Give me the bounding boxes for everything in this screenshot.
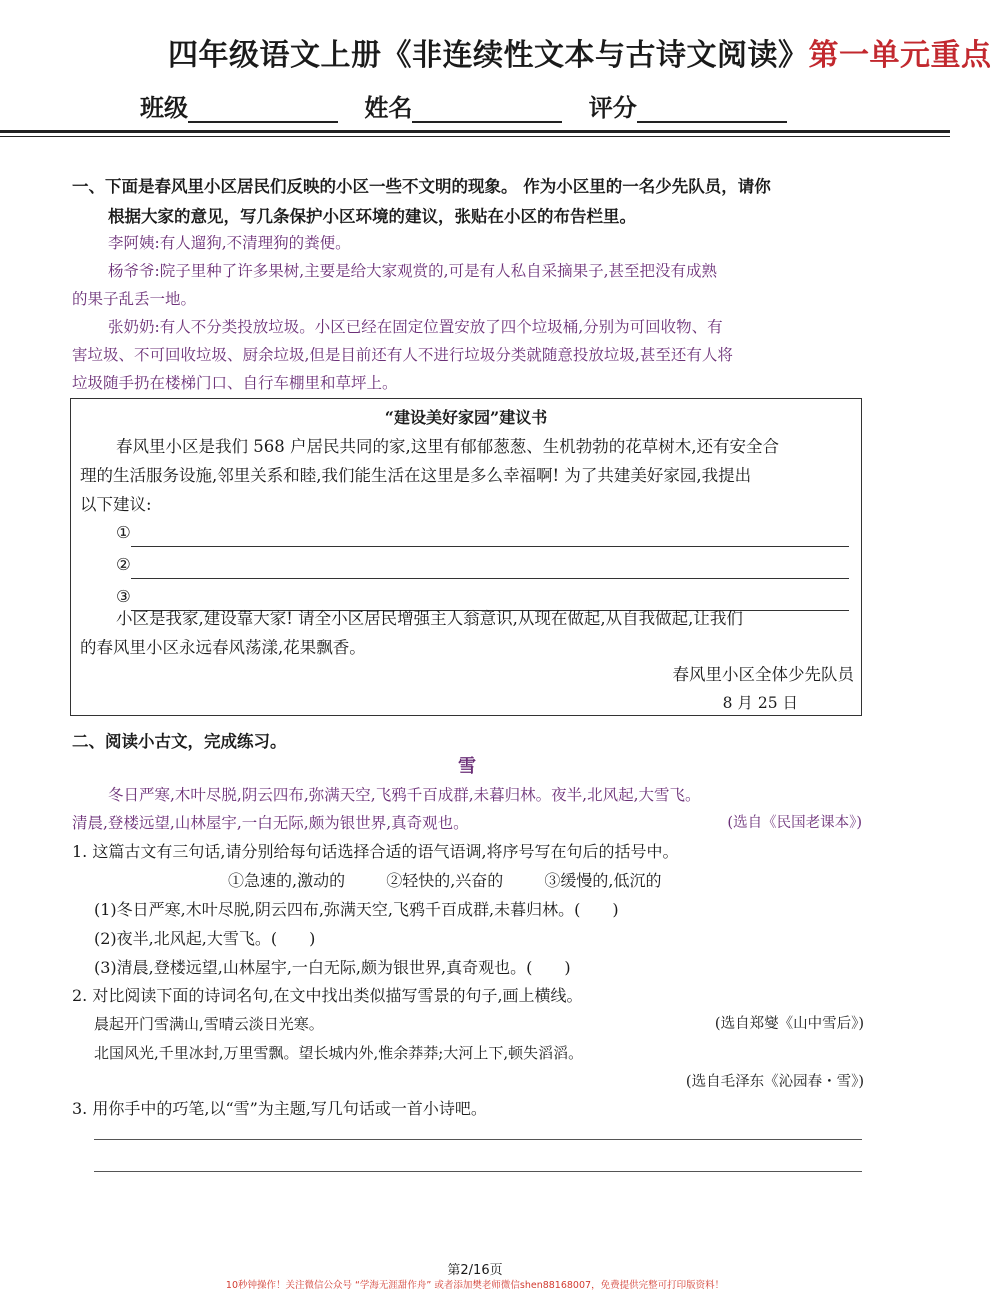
q1-complaints [72, 229, 872, 397]
complaint-zhang-cont2: 垃圾随手扔在楼梯门口、自行车棚里和草坪上。 [72, 374, 398, 392]
suggestion-2[interactable]: ② [116, 550, 856, 582]
q2-heading: 二、阅读小古文，完成练习。 [72, 732, 287, 751]
q2-sub1-heading: 1. 这篇古文有三句话,请分别给每句话选择合适的语气语调,将序号写在句后的括号中。 [72, 842, 679, 861]
tone-sentences [94, 895, 874, 982]
tone-options [228, 866, 661, 895]
tone-sentence-3[interactable]: (3)清晨,登楼远望,山林屋宇,一白无际,颇为银世界,真奇观也。( ) [94, 958, 571, 977]
poem-mao-zedong: 北国风光,千里冰封,万里雪飘。望长城内外,惟余莽莽;大河上下,顿失滔滔。 [94, 1044, 584, 1062]
title-main: 四年级语文上册《非连续性文本与古诗文阅读》 [168, 38, 809, 73]
q2-sub3-heading: 3. 用你手中的巧笔,以“雪”为主题,写几句话或一首小诗吧。 [72, 1099, 487, 1118]
poem-text: 冬日严寒,木叶尽脱,阴云四布,弥满天空,飞鸦千百成群,未暮归林。夜半,北风起,大雪飞。 清晨,登楼远望,山林屋宇,一白无际,颇为银世界,真奇观也。 (选自《民国老课本》) [72, 781, 872, 837]
poem-zheng-xie-source: (选自郑燮《山中雪后》) [714, 1016, 864, 1032]
letter-paragraph-1: 春风里小区是我们 568 户居民共同的家,这里有郁郁葱葱、生机勃勃的花草树木,还有安全合 理的生活服务设施,邻里关系和睦,我们能生活在这里是多么幸福啊! 为了共建美好家园,我提出 以下建议: [80, 437, 779, 514]
tone-option-2: ②轻快的,兴奋的 [386, 871, 504, 890]
letter-paragraph-2: 小区是我家,建设靠大家! 请全小区居民增强主人翁意识,从现在做起,从自我做起,让我们 的春风里小区永远春风荡漾,花果飘香。 [80, 609, 743, 657]
header-rule-thick [0, 130, 950, 133]
complaint-yang: 杨爷爷:院子里种了许多果树,主要是给大家观赏的,可是有人私自采摘果子,甚至把没有成熟 [108, 262, 718, 280]
tone-sentence-2[interactable]: (2)夜半,北风起,大雪飞。( ) [94, 929, 316, 948]
answer-line-1[interactable] [94, 1139, 862, 1140]
suggestion-2-line[interactable] [131, 556, 849, 579]
student-info-fields [140, 88, 805, 123]
comparison-poems [94, 1010, 864, 1097]
complaint-zhang-cont: 害垃圾、不可回收垃圾、厨余垃圾,但是目前还有人不进行垃圾分类就随意投放垃圾,甚至还有人将 [72, 346, 733, 364]
tone-option-3: ③缓慢的,低沉的 [544, 871, 662, 890]
poem-zheng-xie: 晨起开门雪满山,雪晴云淡日光寒。 [94, 1015, 324, 1033]
letter-signature: 春风里小区全体少先队员 [672, 665, 854, 684]
poem-source: (选自《民国老课本》) [727, 815, 862, 831]
name-field[interactable]: 姓名 [364, 88, 562, 123]
letter-suggestions [116, 518, 856, 614]
suggestion-1[interactable]: ① [116, 518, 856, 550]
suggestion-3[interactable]: ③ [116, 582, 856, 614]
score-field[interactable]: 评分 [589, 88, 787, 123]
complaint-yang-cont: 的果子乱丢一地。 [72, 290, 197, 308]
letter-title: “建设美好家园”建议书 [384, 408, 548, 427]
q2-sub2-heading: 2. 对比阅读下面的诗词名句,在文中找出类似描写雪景的句子,画上横线。 [72, 986, 583, 1005]
tone-option-1: ①急速的,激动的 [228, 871, 346, 890]
suggestion-1-line[interactable] [131, 524, 849, 547]
poem-mao-zedong-source: (选自毛泽东《沁园春・雪》) [685, 1074, 864, 1090]
answer-line-2[interactable] [94, 1171, 862, 1172]
title-accent: 第一单元重点 [808, 38, 992, 73]
footer-promo-note: 10秒钟操作！关注微信公众号 “学海无涯甜作舟” 或者添加樊老师微信shen88168007，免费提供完整可打印版资料！ [225, 1280, 725, 1291]
page-title [168, 30, 992, 74]
letter-date: 8 月 25 日 [722, 694, 798, 712]
class-field[interactable]: 班级 [140, 88, 338, 123]
poem-title: 雪 [458, 756, 476, 777]
complaint-zhang: 张奶奶:有人不分类投放垃圾。小区已经在固定位置安放了四个垃圾桶,分别为可回收物、有 [108, 318, 723, 336]
q1-heading: 一、下面是春风里小区居民们反映的小区一些不文明的现象。 作为小区里的一名少先队员，请你 根据大家的意见，写几条保护小区环境的建议，张贴在小区的布告栏里。 [72, 177, 771, 226]
header-rule-thin [0, 136, 950, 137]
tone-sentence-1[interactable]: (1)冬日严寒,木叶尽脱,阴云四布,弥满天空,飞鸦千百成群,未暮归林。( ) [94, 900, 619, 919]
page-number: 第2/16页 [447, 1263, 503, 1278]
complaint-li: 李阿姨:有人遛狗,不清理狗的粪便。 [108, 234, 351, 252]
